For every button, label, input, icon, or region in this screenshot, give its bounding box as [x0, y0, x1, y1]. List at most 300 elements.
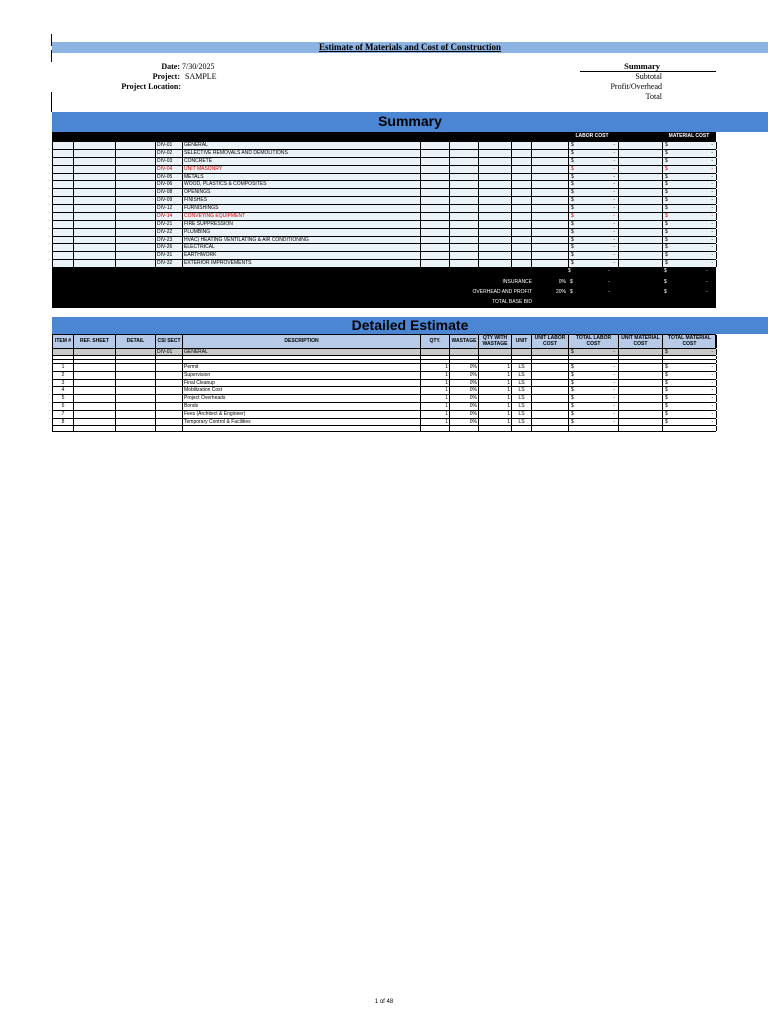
summary-blank-cell[interactable]: [532, 174, 569, 181]
summary-blank-cell[interactable]: [421, 221, 450, 228]
summary-labor-cell[interactable]: [569, 244, 619, 251]
detail-total-labor-cell[interactable]: [569, 387, 619, 394]
summary-material-cell[interactable]: [663, 181, 717, 188]
summary-blank-cell[interactable]: [421, 229, 450, 236]
summary-blank-cell[interactable]: [74, 142, 116, 149]
summary-blank-cell[interactable]: [450, 260, 479, 267]
summary-blank-cell[interactable]: [479, 142, 512, 149]
detail-unit-labor-cost[interactable]: [532, 411, 569, 418]
summary-blank-cell[interactable]: [479, 260, 512, 267]
project-value[interactable]: SAMPLE: [185, 72, 217, 81]
detail-csi-sect[interactable]: [156, 372, 183, 379]
detail-blank-cell[interactable]: [619, 356, 663, 359]
detail-blank-cell[interactable]: [116, 426, 156, 431]
detail-detail[interactable]: [116, 419, 156, 426]
summary-blank-cell[interactable]: [74, 150, 116, 157]
summary-blank-cell[interactable]: [116, 205, 156, 212]
detail-total-material-cell[interactable]: [663, 395, 717, 402]
summary-labor-cell[interactable]: [569, 205, 619, 212]
summary-labor-cell[interactable]: [569, 158, 619, 165]
detail-detail[interactable]: [116, 411, 156, 418]
detail-blank-cell[interactable]: [421, 356, 450, 359]
summary-labor-cell[interactable]: [569, 166, 619, 173]
detail-ref-sheet[interactable]: [74, 403, 116, 410]
detail-unit[interactable]: LS: [512, 372, 532, 379]
summary-blank-cell[interactable]: [74, 205, 116, 212]
summary-labor-cell[interactable]: [569, 150, 619, 157]
summary-blank-cell[interactable]: [74, 197, 116, 204]
detail-blank-cell[interactable]: [53, 426, 74, 431]
summary-blank-cell[interactable]: [479, 158, 512, 165]
detail-blank-cell[interactable]: [512, 356, 532, 359]
detail-csi-sect[interactable]: [156, 380, 183, 387]
summary-blank-cell[interactable]: [116, 197, 156, 204]
summary-blank-cell[interactable]: [450, 205, 479, 212]
summary-labor-cell[interactable]: [569, 252, 619, 259]
detail-blank-cell[interactable]: [156, 426, 183, 431]
detail-wastage[interactable]: 0%: [450, 380, 479, 387]
detail-csi-sect[interactable]: [156, 395, 183, 402]
detail-unit[interactable]: LS: [512, 411, 532, 418]
detail-qty[interactable]: 1: [421, 372, 450, 379]
detail-blank-cell[interactable]: [156, 360, 183, 363]
summary-material-cell[interactable]: [663, 189, 717, 196]
summary-blank-cell[interactable]: [421, 260, 450, 267]
summary-blank-cell[interactable]: [116, 189, 156, 196]
detail-blank-cell[interactable]: [421, 360, 450, 363]
summary-blank-cell[interactable]: [116, 221, 156, 228]
detail-qty-with-wastage[interactable]: 1: [479, 380, 512, 387]
summary-blank-cell[interactable]: [53, 166, 74, 173]
summary-material-cell[interactable]: [663, 260, 717, 267]
detail-blank-cell[interactable]: [74, 349, 116, 355]
detail-blank-cell[interactable]: [512, 360, 532, 363]
summary-blank-cell[interactable]: [532, 229, 569, 236]
detail-unit-material-cost[interactable]: [619, 403, 663, 410]
detail-blank-cell[interactable]: [479, 349, 512, 355]
summary-blank-cell[interactable]: [532, 213, 569, 220]
detail-unit-material-cost[interactable]: [619, 387, 663, 394]
summary-blank-cell[interactable]: [532, 237, 569, 244]
detail-blank-cell[interactable]: [53, 349, 74, 355]
detail-blank-cell[interactable]: [116, 356, 156, 359]
summary-blank-cell[interactable]: [532, 260, 569, 267]
summary-blank-cell[interactable]: [479, 221, 512, 228]
summary-blank-cell[interactable]: [450, 142, 479, 149]
detail-ref-sheet[interactable]: [74, 387, 116, 394]
detail-wastage[interactable]: 0%: [450, 419, 479, 426]
detail-unit-labor-cost[interactable]: [532, 387, 569, 394]
summary-blank-cell[interactable]: [479, 197, 512, 204]
detail-blank-cell[interactable]: [450, 356, 479, 359]
summary-blank-cell[interactable]: [512, 244, 532, 251]
detail-detail[interactable]: [116, 395, 156, 402]
summary-blank-cell[interactable]: [421, 189, 450, 196]
summary-blank-cell[interactable]: [74, 252, 116, 259]
summary-blank-cell[interactable]: [74, 229, 116, 236]
detail-ref-sheet[interactable]: [74, 395, 116, 402]
summary-blank-cell[interactable]: [532, 205, 569, 212]
summary-blank-cell[interactable]: [619, 142, 663, 149]
summary-blank-cell[interactable]: [116, 166, 156, 173]
summary-blank-cell[interactable]: [512, 174, 532, 181]
detail-blank-cell[interactable]: [569, 426, 619, 431]
detail-qty[interactable]: 1: [421, 419, 450, 426]
detail-qty-with-wastage[interactable]: 1: [479, 364, 512, 371]
detail-detail[interactable]: [116, 372, 156, 379]
detail-unit-labor-cost[interactable]: [532, 380, 569, 387]
summary-material-cell[interactable]: [663, 237, 717, 244]
detail-blank-cell[interactable]: [74, 426, 116, 431]
summary-blank-cell[interactable]: [512, 189, 532, 196]
detail-item-number[interactable]: 1: [53, 364, 74, 371]
summary-labor-cell[interactable]: [569, 221, 619, 228]
detail-ref-sheet[interactable]: [74, 380, 116, 387]
detail-description[interactable]: Final Cleanup: [183, 380, 421, 387]
detail-qty-with-wastage[interactable]: 1: [479, 395, 512, 402]
detail-wastage[interactable]: 0%: [450, 364, 479, 371]
summary-blank-cell[interactable]: [512, 158, 532, 165]
summary-blank-cell[interactable]: [53, 205, 74, 212]
summary-blank-cell[interactable]: [479, 237, 512, 244]
summary-blank-cell[interactable]: [53, 237, 74, 244]
detail-unit-labor-cost[interactable]: [532, 419, 569, 426]
summary-labor-cell[interactable]: [569, 260, 619, 267]
summary-blank-cell[interactable]: [479, 181, 512, 188]
summary-blank-cell[interactable]: [479, 189, 512, 196]
detail-blank-cell[interactable]: [183, 356, 421, 359]
detail-qty[interactable]: 1: [421, 411, 450, 418]
summary-blank-cell[interactable]: [53, 197, 74, 204]
summary-blank-cell[interactable]: [532, 166, 569, 173]
detail-unit-material-cost[interactable]: [619, 419, 663, 426]
summary-labor-cell[interactable]: [569, 142, 619, 149]
summary-blank-cell[interactable]: [512, 197, 532, 204]
summary-labor-cell[interactable]: [569, 189, 619, 196]
detail-blank-cell[interactable]: [569, 356, 619, 359]
summary-labor-cell[interactable]: [569, 229, 619, 236]
detail-unit-labor-cost[interactable]: [532, 364, 569, 371]
detail-unit-material-cost[interactable]: [619, 395, 663, 402]
summary-blank-cell[interactable]: [619, 174, 663, 181]
detail-item-number[interactable]: 2: [53, 372, 74, 379]
summary-blank-cell[interactable]: [512, 205, 532, 212]
detail-blank-cell[interactable]: [569, 360, 619, 363]
detail-blank-cell[interactable]: [663, 426, 717, 431]
detail-qty[interactable]: 1: [421, 387, 450, 394]
detail-total-material-cell[interactable]: [663, 403, 717, 410]
summary-blank-cell[interactable]: [116, 229, 156, 236]
detail-detail[interactable]: [116, 364, 156, 371]
summary-blank-cell[interactable]: [450, 252, 479, 259]
detail-total-material-cell[interactable]: [663, 387, 717, 394]
summary-blank-cell[interactable]: [116, 181, 156, 188]
detail-unit-material-cost[interactable]: [619, 364, 663, 371]
summary-blank-cell[interactable]: [512, 150, 532, 157]
detail-csi-sect[interactable]: [156, 387, 183, 394]
summary-blank-cell[interactable]: [512, 252, 532, 259]
summary-blank-cell[interactable]: [421, 197, 450, 204]
detail-qty[interactable]: 1: [421, 403, 450, 410]
summary-blank-cell[interactable]: [532, 252, 569, 259]
date-value[interactable]: 7/30/2025: [182, 62, 215, 71]
detail-unit[interactable]: LS: [512, 364, 532, 371]
summary-blank-cell[interactable]: [421, 158, 450, 165]
detail-blank-cell[interactable]: [512, 349, 532, 355]
detail-qty[interactable]: 1: [421, 364, 450, 371]
summary-blank-cell[interactable]: [421, 252, 450, 259]
summary-labor-cell[interactable]: [569, 174, 619, 181]
detail-blank-cell[interactable]: [479, 426, 512, 431]
detail-description[interactable]: Bonds: [183, 403, 421, 410]
summary-blank-cell[interactable]: [532, 150, 569, 157]
summary-blank-cell[interactable]: [479, 174, 512, 181]
summary-blank-cell[interactable]: [116, 213, 156, 220]
summary-blank-cell[interactable]: [450, 150, 479, 157]
detail-item-number[interactable]: 4: [53, 387, 74, 394]
detail-blank-cell[interactable]: [619, 426, 663, 431]
summary-blank-cell[interactable]: [479, 150, 512, 157]
summary-blank-cell[interactable]: [53, 174, 74, 181]
summary-blank-cell[interactable]: [619, 181, 663, 188]
summary-material-cell[interactable]: [663, 221, 717, 228]
summary-blank-cell[interactable]: [74, 221, 116, 228]
summary-blank-cell[interactable]: [619, 213, 663, 220]
detail-unit-labor-cost[interactable]: [532, 403, 569, 410]
summary-blank-cell[interactable]: [512, 166, 532, 173]
summary-blank-cell[interactable]: [74, 181, 116, 188]
detail-csi-sect[interactable]: [156, 411, 183, 418]
detail-wastage[interactable]: 0%: [450, 372, 479, 379]
summary-blank-cell[interactable]: [532, 244, 569, 251]
detail-qty-with-wastage[interactable]: 1: [479, 403, 512, 410]
summary-blank-cell[interactable]: [479, 244, 512, 251]
summary-blank-cell[interactable]: [532, 181, 569, 188]
detail-blank-cell[interactable]: [512, 426, 532, 431]
summary-blank-cell[interactable]: [53, 221, 74, 228]
summary-blank-cell[interactable]: [74, 213, 116, 220]
detail-blank-cell[interactable]: [53, 356, 74, 359]
summary-blank-cell[interactable]: [116, 260, 156, 267]
summary-blank-cell[interactable]: [619, 205, 663, 212]
summary-blank-cell[interactable]: [450, 181, 479, 188]
summary-blank-cell[interactable]: [421, 174, 450, 181]
detail-blank-cell[interactable]: [619, 360, 663, 363]
summary-blank-cell[interactable]: [532, 221, 569, 228]
detail-blank-cell[interactable]: [421, 349, 450, 355]
detail-blank-cell[interactable]: [532, 426, 569, 431]
detail-total-labor-cell[interactable]: [569, 372, 619, 379]
summary-blank-cell[interactable]: [53, 150, 74, 157]
summary-blank-cell[interactable]: [74, 166, 116, 173]
summary-blank-cell[interactable]: [512, 229, 532, 236]
detail-unit-material-cost[interactable]: [619, 372, 663, 379]
summary-blank-cell[interactable]: [532, 197, 569, 204]
detail-total-labor-cell[interactable]: [569, 411, 619, 418]
detail-blank-cell[interactable]: [479, 360, 512, 363]
summary-blank-cell[interactable]: [450, 244, 479, 251]
summary-material-cell[interactable]: [663, 213, 717, 220]
detail-group-material-cell[interactable]: [663, 349, 717, 355]
summary-blank-cell[interactable]: [450, 158, 479, 165]
detail-total-material-cell[interactable]: [663, 364, 717, 371]
detail-qty-with-wastage[interactable]: 1: [479, 372, 512, 379]
summary-blank-cell[interactable]: [53, 244, 74, 251]
detail-detail[interactable]: [116, 380, 156, 387]
detail-blank-cell[interactable]: [619, 349, 663, 355]
summary-material-cell[interactable]: [663, 229, 717, 236]
detail-item-number[interactable]: 8: [53, 419, 74, 426]
detail-blank-cell[interactable]: [450, 349, 479, 355]
summary-blank-cell[interactable]: [116, 252, 156, 259]
summary-blank-cell[interactable]: [479, 213, 512, 220]
detail-wastage[interactable]: 0%: [450, 411, 479, 418]
detail-total-labor-cell[interactable]: [569, 395, 619, 402]
summary-blank-cell[interactable]: [116, 142, 156, 149]
summary-blank-cell[interactable]: [74, 158, 116, 165]
summary-blank-cell[interactable]: [619, 166, 663, 173]
detail-item-number[interactable]: 7: [53, 411, 74, 418]
summary-blank-cell[interactable]: [619, 158, 663, 165]
detail-qty[interactable]: 1: [421, 395, 450, 402]
detail-csi-sect[interactable]: [156, 403, 183, 410]
summary-blank-cell[interactable]: [74, 189, 116, 196]
summary-labor-cell[interactable]: [569, 197, 619, 204]
summary-blank-cell[interactable]: [532, 158, 569, 165]
detail-unit-material-cost[interactable]: [619, 380, 663, 387]
summary-blank-cell[interactable]: [53, 142, 74, 149]
detail-blank-cell[interactable]: [183, 426, 421, 431]
detail-total-material-cell[interactable]: [663, 372, 717, 379]
detail-qty[interactable]: 1: [421, 380, 450, 387]
summary-blank-cell[interactable]: [421, 213, 450, 220]
summary-blank-cell[interactable]: [421, 142, 450, 149]
detail-total-labor-cell[interactable]: [569, 403, 619, 410]
detail-unit-labor-cost[interactable]: [532, 395, 569, 402]
detail-blank-cell[interactable]: [53, 360, 74, 363]
detail-unit[interactable]: LS: [512, 380, 532, 387]
summary-blank-cell[interactable]: [116, 158, 156, 165]
detail-ref-sheet[interactable]: [74, 411, 116, 418]
summary-blank-cell[interactable]: [74, 244, 116, 251]
detail-blank-cell[interactable]: [532, 360, 569, 363]
summary-blank-cell[interactable]: [53, 189, 74, 196]
summary-blank-cell[interactable]: [53, 158, 74, 165]
summary-blank-cell[interactable]: [421, 166, 450, 173]
detail-total-material-cell[interactable]: [663, 419, 717, 426]
detail-blank-cell[interactable]: [74, 356, 116, 359]
summary-blank-cell[interactable]: [116, 150, 156, 157]
summary-material-cell[interactable]: [663, 252, 717, 259]
detail-total-labor-cell[interactable]: [569, 380, 619, 387]
summary-blank-cell[interactable]: [421, 205, 450, 212]
summary-blank-cell[interactable]: [450, 189, 479, 196]
summary-blank-cell[interactable]: [619, 260, 663, 267]
summary-material-cell[interactable]: [663, 244, 717, 251]
detail-total-labor-cell[interactable]: [569, 364, 619, 371]
summary-blank-cell[interactable]: [53, 252, 74, 259]
detail-blank-cell[interactable]: [116, 360, 156, 363]
detail-ref-sheet[interactable]: [74, 372, 116, 379]
summary-blank-cell[interactable]: [450, 197, 479, 204]
summary-blank-cell[interactable]: [619, 237, 663, 244]
detail-detail[interactable]: [116, 403, 156, 410]
summary-blank-cell[interactable]: [53, 213, 74, 220]
detail-ref-sheet[interactable]: [74, 364, 116, 371]
summary-blank-cell[interactable]: [479, 205, 512, 212]
detail-blank-cell[interactable]: [663, 360, 717, 363]
detail-total-labor-cell[interactable]: [569, 419, 619, 426]
summary-blank-cell[interactable]: [479, 166, 512, 173]
summary-blank-cell[interactable]: [619, 229, 663, 236]
summary-labor-cell[interactable]: [569, 181, 619, 188]
detail-qty-with-wastage[interactable]: 1: [479, 419, 512, 426]
summary-blank-cell[interactable]: [512, 260, 532, 267]
detail-blank-cell[interactable]: [116, 349, 156, 355]
summary-blank-cell[interactable]: [479, 252, 512, 259]
detail-unit-labor-cost[interactable]: [532, 372, 569, 379]
detail-group-labor-cell[interactable]: [569, 349, 619, 355]
summary-blank-cell[interactable]: [450, 174, 479, 181]
summary-blank-cell[interactable]: [619, 252, 663, 259]
detail-wastage[interactable]: 0%: [450, 403, 479, 410]
detail-csi-sect[interactable]: [156, 419, 183, 426]
detail-unit[interactable]: LS: [512, 419, 532, 426]
summary-blank-cell[interactable]: [512, 221, 532, 228]
detail-blank-cell[interactable]: [74, 360, 116, 363]
detail-csi-sect[interactable]: [156, 364, 183, 371]
detail-blank-cell[interactable]: [479, 356, 512, 359]
summary-labor-cell[interactable]: [569, 213, 619, 220]
summary-blank-cell[interactable]: [532, 189, 569, 196]
summary-material-cell[interactable]: [663, 197, 717, 204]
detail-total-material-cell[interactable]: [663, 411, 717, 418]
detail-blank-cell[interactable]: [663, 356, 717, 359]
summary-blank-cell[interactable]: [53, 260, 74, 267]
summary-material-cell[interactable]: [663, 166, 717, 173]
summary-material-cell[interactable]: [663, 205, 717, 212]
summary-blank-cell[interactable]: [53, 229, 74, 236]
detail-description[interactable]: Temporary Control & Facilities: [183, 419, 421, 426]
detail-item-number[interactable]: 5: [53, 395, 74, 402]
detail-blank-cell[interactable]: [421, 426, 450, 431]
summary-blank-cell[interactable]: [512, 213, 532, 220]
detail-qty-with-wastage[interactable]: 1: [479, 387, 512, 394]
detail-blank-cell[interactable]: [532, 349, 569, 355]
detail-unit[interactable]: LS: [512, 387, 532, 394]
detail-total-material-cell[interactable]: [663, 380, 717, 387]
summary-blank-cell[interactable]: [619, 197, 663, 204]
summary-blank-cell[interactable]: [450, 213, 479, 220]
summary-blank-cell[interactable]: [421, 244, 450, 251]
summary-blank-cell[interactable]: [619, 189, 663, 196]
summary-blank-cell[interactable]: [53, 181, 74, 188]
detail-ref-sheet[interactable]: [74, 419, 116, 426]
summary-blank-cell[interactable]: [619, 150, 663, 157]
detail-wastage[interactable]: 0%: [450, 395, 479, 402]
detail-item-number[interactable]: 3: [53, 380, 74, 387]
detail-description[interactable]: Project Overheads: [183, 395, 421, 402]
summary-material-cell[interactable]: [663, 158, 717, 165]
summary-blank-cell[interactable]: [116, 174, 156, 181]
summary-blank-cell[interactable]: [421, 150, 450, 157]
summary-blank-cell[interactable]: [74, 260, 116, 267]
detail-blank-cell[interactable]: [156, 356, 183, 359]
summary-material-cell[interactable]: [663, 174, 717, 181]
detail-unit-material-cost[interactable]: [619, 411, 663, 418]
detail-description[interactable]: Fees (Architect & Engineer): [183, 411, 421, 418]
detail-blank-cell[interactable]: [183, 360, 421, 363]
